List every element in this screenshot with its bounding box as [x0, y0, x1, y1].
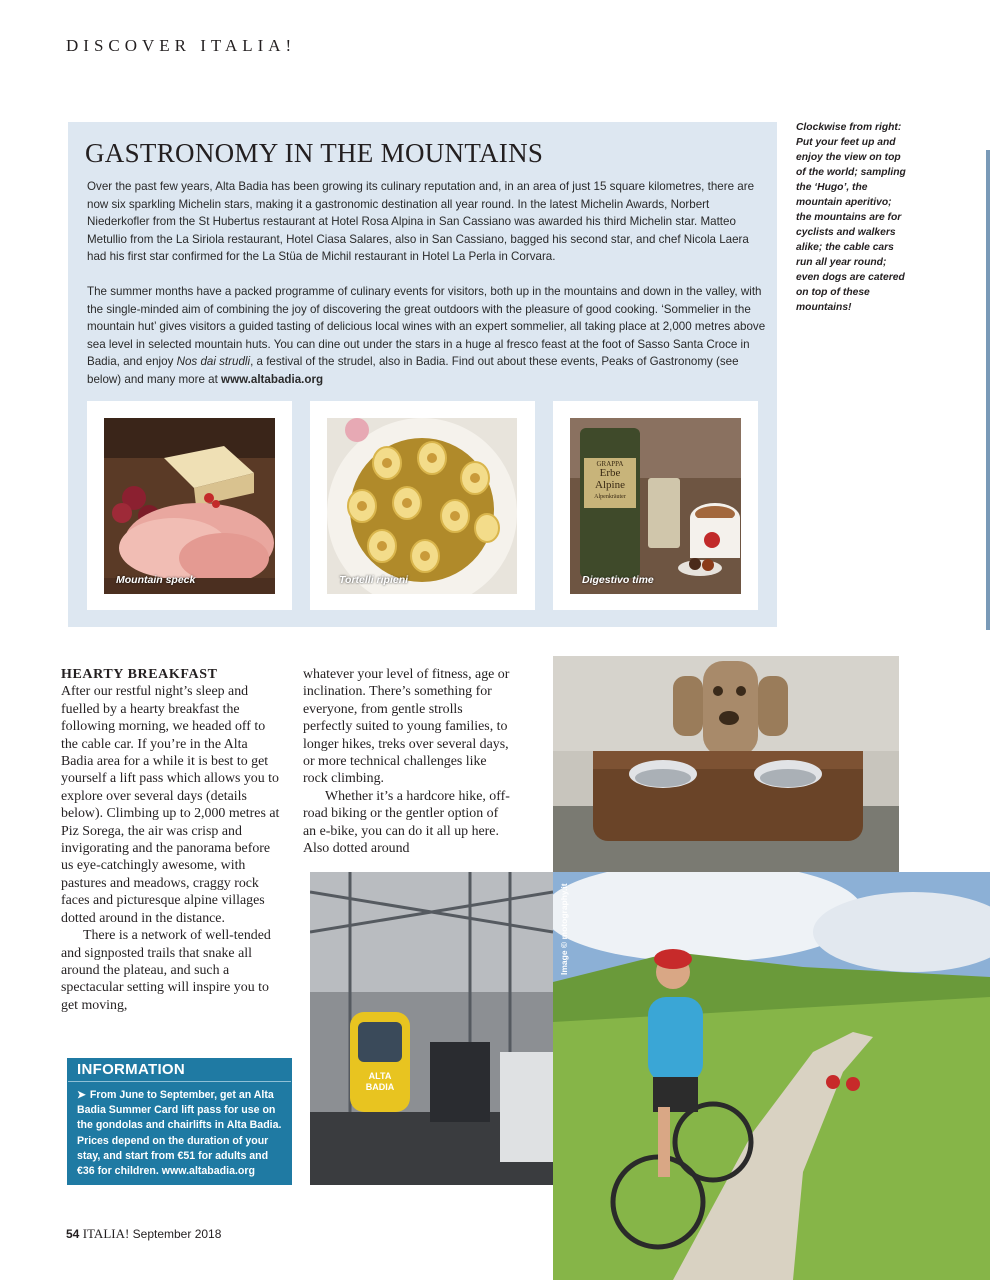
photo-caption-speck: Mountain speck: [116, 574, 196, 586]
bottle-label-alpine: Alpine: [595, 479, 625, 491]
information-title: INFORMATION: [77, 1061, 186, 1078]
photo-captions-sidebar: Clockwise from right: Put your feet up and enjoy the view on top of the world; sampling the ‘Hugo’, the mountain aperitivo; the mountains are for cyclists and walkers alike; the cable cars run all year round; even dogs are catered on top of these mountains!: [796, 122, 906, 313]
column-2-paragraph-2: Whether it’s a hardcore hike, off-road biking or the gentler option of an e-bike, you can do it all up here. Also dotted around: [303, 788, 510, 857]
photo-caption-digestivo: Digestivo time: [582, 574, 654, 586]
mountain-speck-photo: [104, 418, 275, 594]
bottle-label-erbe: Erbe: [599, 467, 621, 479]
magazine-name: ITALIA!: [82, 1226, 130, 1241]
column-1-paragraph-2: There is a network of well-tended and signposted trails that snake all around the plateau, and such a spectacular setting will inspire you to get moving,: [61, 928, 271, 1013]
gondola-sign-line-2: BADIA: [365, 1082, 395, 1092]
article-column-2: [303, 666, 513, 857]
page-number: 54: [66, 1227, 80, 1241]
mountain-biker-photo: [553, 872, 990, 1280]
photo-card-tortelli: [310, 401, 535, 610]
information-divider: [68, 1081, 291, 1082]
gondola-photo: [310, 872, 553, 1185]
altabadia-link[interactable]: www.altabadia.org: [221, 372, 324, 386]
photo-caption-tortelli: Tortelli ripieni: [339, 574, 409, 586]
information-text: ➤ From June to September, get an Alta Badia Summer Card lift pass for use on the gondolas and chairlifts in Alta Badia. Prices depend on the duration of your stay, and start from €51 for adults and €36 for children. www.altabadia.org: [77, 1089, 282, 1178]
bottle-label-grappa: GRAPPA: [596, 460, 624, 468]
column-2-paragraph-1: whatever your level of fitness, age or inclination. There’s something for everyone, from gentle strolls perfectly suited to young families, to longer hikes, treks over several days, or more technical challenges like rock climbing.: [303, 667, 510, 787]
issue-date: September 2018: [132, 1227, 222, 1241]
digestivo-photo: [570, 418, 741, 594]
feature-paragraph-2: The summer months have a packed programme of culinary events for visitors, both up in the mountains and down in the valley, with the single-minded aim of combining the joy of discovering the great outdoors with the pleasure of good cooking. ‘Sommelier in the mountain hut’ gives visitors a guided tasting of delicious local wines with an expert sommelier, all taking place at 2,000 metres above sea level in selected mountain huts. You can dine out under the stars in a huge al fresco feast at the foot of Sasso Santa Croce in Badia, and enjoy Nos dai strudli, a festival of the strudel, also in Badia. Find out about these events, Peaks of Gastronomy (see below) and many more at www.altabadia.org: [87, 285, 766, 386]
feature-title: GASTRONOMY IN THE MOUNTAINS: [85, 138, 544, 168]
article-column-1: [61, 666, 283, 1014]
bottle-label-alpenkrauter: Alpenkräuter: [594, 494, 626, 500]
dog-bowl-photo: [553, 656, 899, 872]
feature-paragraph-1: Over the past few years, Alta Badia has been growing its culinary reputation and, in an area of just 15 square kilometres, there are now six sparkling Michelin stars, making it a gastronomic destination all year round. In the latest Michelin Awards, Norbert Niederkofler from the St Hubertus restaurant at Hotel Rosa Alpina in San Cassiano was awarded his third Michelin star. Matteo Metullio from the La Siriola restaurant, Hotel Ciasa Salares, also in San Cassiano, bagged his second star, and chef Nicola Laera had his first star confirmed for the La Stüa de Michil restaurant in Hotel La Perla in Corvara.: [87, 180, 755, 263]
folio: [66, 1226, 221, 1242]
column-1-paragraph-1: After our restful night’s sleep and fuelled by a hearty breakfast the following morning, we headed off to the cable car. If you’re in the Alta Badia area for a while it is best to get yourself a lift pass which allows you to explore over several days (details below). Climbing up to 2,000 metres at Piz Sorega, the air was crisp and invigorating and the panorama before us eye-catchingly awesome, with pastures and meadows, craggy rock faces and picturesque alpine villages dotted around in the distance.: [61, 684, 280, 926]
photo-card-digestivo: [553, 401, 758, 610]
subhead-hearty-breakfast: HEARTY BREAKFAST: [61, 667, 218, 682]
arrow-icon: ➤: [77, 1089, 86, 1101]
photo-credit: Image © motography.it: [559, 883, 569, 975]
photo-card-speck: [87, 401, 292, 610]
tortelli-photo: [327, 418, 517, 594]
edge-photo-strip: [986, 150, 990, 630]
running-header: DISCOVER ITALIA!: [66, 36, 297, 55]
gondola-sign-line-1: ALTA: [368, 1071, 392, 1081]
